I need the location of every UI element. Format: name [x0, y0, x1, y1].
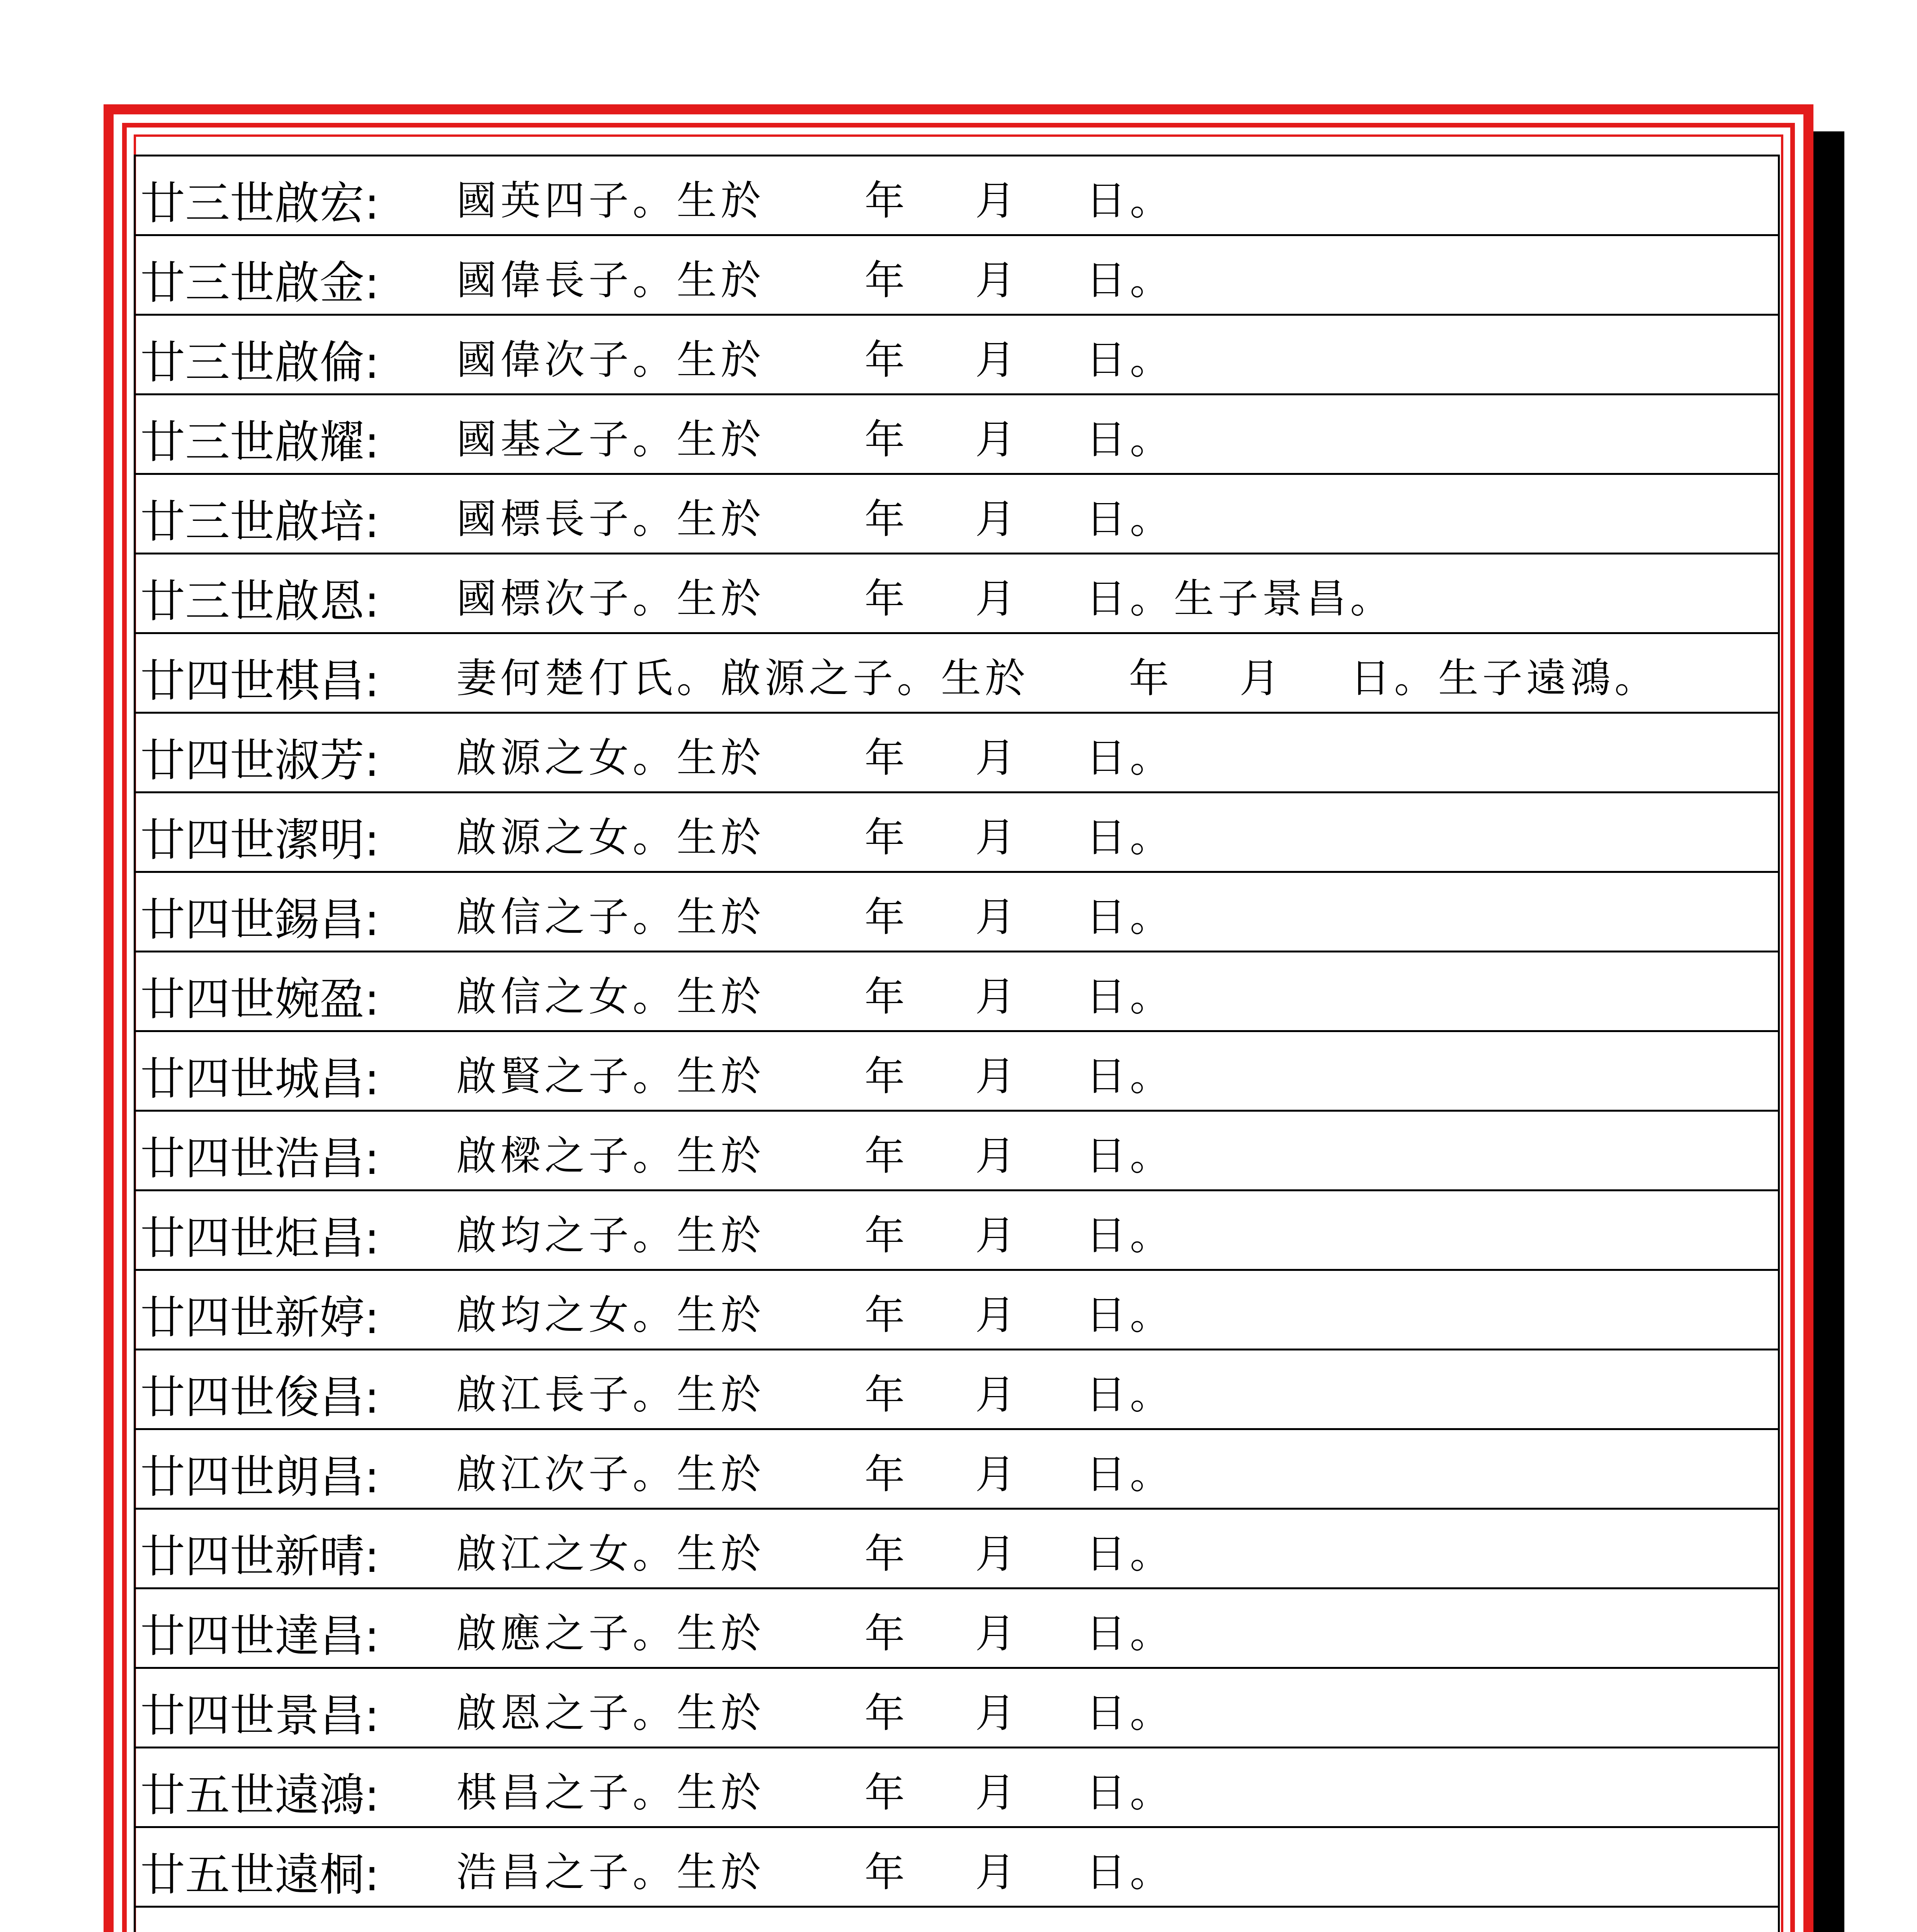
- entry-description: 啟應之子。生於 年 月 日。: [456, 1610, 1174, 1657]
- entry-description: 國標次子。生於 年 月 日。生子景昌。: [456, 575, 1394, 622]
- entry-name: 廿三世啟宏:: [140, 177, 380, 230]
- entry-name: 廿四世棋昌:: [140, 655, 380, 707]
- table-row: [136, 634, 1778, 714]
- table-row: [136, 1032, 1778, 1112]
- entry-description: 國標長子。生於 年 月 日。: [456, 495, 1174, 543]
- entry-name: 廿四世淑芳:: [140, 735, 380, 787]
- entry-description: 啟恩之子。生於 年 月 日。: [456, 1689, 1174, 1736]
- entry-description: 啟信之女。生於 年 月 日。: [456, 973, 1174, 1020]
- table-row: [136, 1191, 1778, 1271]
- table-row: [136, 554, 1778, 634]
- entry-name: 廿三世啟倫:: [140, 337, 380, 389]
- entry-description: 啟樑之子。生於 年 月 日。: [456, 1132, 1174, 1179]
- entry-name: 廿四世浩昌:: [140, 1133, 380, 1185]
- entry-description: 國偉次子。生於 年 月 日。: [456, 336, 1174, 383]
- entry-name: 廿四世潔明:: [140, 814, 380, 866]
- table-row: [136, 395, 1778, 475]
- entry-description: 國英四子。生於 年 月 日。: [456, 177, 1174, 224]
- table-row: [136, 1828, 1778, 1908]
- table-row: [136, 793, 1778, 873]
- entry-name: 廿四世新晴:: [140, 1531, 380, 1583]
- entry-name: 廿四世炬昌:: [140, 1212, 380, 1264]
- table-row: [136, 236, 1778, 316]
- entry-description: 啟源之女。生於 年 月 日。: [456, 734, 1174, 781]
- table-row: [136, 873, 1778, 952]
- entry-description: 浩昌之子。生於 年 月 日。: [456, 1849, 1174, 1896]
- table-row: [136, 1669, 1778, 1748]
- table-row: [136, 1748, 1778, 1828]
- entry-description: 啟賢之子。生於 年 月 日。: [456, 1053, 1174, 1100]
- table-row: [136, 156, 1778, 236]
- entry-description: 國基之子。生於 年 月 日。: [456, 416, 1174, 463]
- entry-name: 廿三世啟培:: [140, 496, 380, 548]
- entry-description: 啟源之女。生於 年 月 日。: [456, 814, 1174, 861]
- table-row: [136, 952, 1778, 1032]
- entry-description: 妻何楚仃氏。啟源之子。生於 年 月 日。生子遠鴻。: [456, 655, 1658, 702]
- table-row: [136, 1589, 1778, 1669]
- entry-description: 啟江次子。生於 年 月 日。: [456, 1451, 1174, 1498]
- table-row: [136, 1430, 1778, 1510]
- entry-description: 啟江長子。生於 年 月 日。: [456, 1371, 1174, 1418]
- table-row: [136, 1112, 1778, 1191]
- entry-name: 廿四世俊昌:: [140, 1371, 380, 1423]
- entry-description: 啟均之子。生於 年 月 日。: [456, 1212, 1174, 1259]
- table-row: [136, 316, 1778, 395]
- entry-name: 廿四世達昌:: [140, 1610, 380, 1662]
- table-row: [136, 1350, 1778, 1430]
- entry-name: 廿三世啟金:: [140, 257, 380, 309]
- entry-name: 廿四世新婷:: [140, 1292, 380, 1344]
- entry-name: 廿三世啟耀:: [140, 416, 380, 468]
- table-row: [136, 714, 1778, 793]
- genealogy-table: [134, 155, 1780, 1932]
- table-row: [136, 1271, 1778, 1350]
- entry-name: 廿四世城昌:: [140, 1053, 380, 1105]
- entry-name: 廿四世朗昌:: [140, 1451, 380, 1503]
- entry-name: 廿四世景昌:: [140, 1690, 380, 1742]
- entry-name: 廿三世啟恩:: [140, 575, 380, 628]
- table-row: [136, 475, 1778, 554]
- blank-ruled-line: [136, 1908, 1778, 1932]
- entry-description: 啟信之子。生於 年 月 日。: [456, 893, 1174, 940]
- entry-name: 廿五世遠鴻:: [140, 1769, 380, 1821]
- table-row: [136, 1510, 1778, 1589]
- entry-description: 啟江之女。生於 年 月 日。: [456, 1530, 1174, 1577]
- entry-description: 國偉長子。生於 年 月 日。: [456, 257, 1174, 304]
- entry-name: 廿四世錫昌:: [140, 894, 380, 946]
- entry-description: 啟均之女。生於 年 月 日。: [456, 1291, 1174, 1338]
- entry-name: 廿四世婉盈:: [140, 973, 380, 1026]
- entry-name: 廿五世遠桐:: [140, 1849, 380, 1901]
- entry-description: 棋昌之子。生於 年 月 日。: [456, 1769, 1174, 1816]
